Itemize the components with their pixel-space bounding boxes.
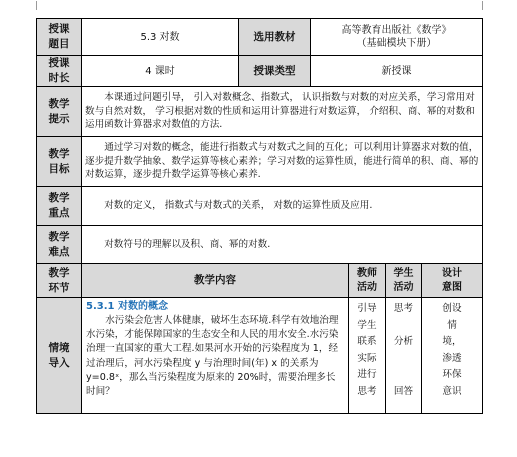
row-topic bbox=[37, 19, 483, 56]
intro-stage-label: 情境 导入 bbox=[37, 298, 82, 414]
page-margin-mark-right bbox=[482, 1, 492, 10]
lesson-plan-table bbox=[36, 18, 483, 414]
student-activity-header: 学生 活动 bbox=[386, 264, 422, 298]
row-column-headers bbox=[37, 264, 483, 298]
goal-label: 教学 目标 bbox=[37, 137, 82, 187]
row-focus bbox=[37, 187, 483, 226]
row-goal bbox=[37, 137, 483, 187]
intro-body: 水污染会危害人体健康，破坏生态环境.科学有效地治理水污染，才能保障国家的生态安全和人民的用水安全.水污染治理一直国家的重大工程.如果河水开始的污染程度为 1，经过治理后，河水污染程度 y 与治理时间(年) x 的关系为 y=0.8ˣ，那么当污染程度为原来的 20%时，需要治理多长时间？ bbox=[86, 315, 339, 398]
stage-header: 教学 环节 bbox=[37, 264, 82, 298]
difficulty-text: 对数符号的理解以及积、商、幂的对数. bbox=[82, 226, 483, 264]
section-title: 5.3.1 对数的概念 bbox=[86, 301, 168, 312]
row-intro bbox=[37, 298, 483, 414]
page-margin-mark-left bbox=[27, 1, 37, 10]
type-label: 授课类型 bbox=[239, 56, 311, 87]
hint-label: 教学 提示 bbox=[37, 87, 82, 137]
goal-text: 通过学习对数的概念，能进行指数式与对数式之间的互化；可以利用计算器求对数的值， 逐步提升数学抽象、数学运算等核心素养；学习对数的运算性质，能进行简单的积、商、幂的对数运算，逐步提升数学运算等核心素养. bbox=[82, 137, 483, 187]
duration-value: 4 课时 bbox=[82, 56, 239, 87]
type-value: 新授课 bbox=[311, 56, 483, 87]
design-intent: 创设 情 境， 渗透 环保 意识 bbox=[422, 298, 483, 414]
intro-content bbox=[82, 298, 349, 414]
difficulty-label: 教学 难点 bbox=[37, 226, 82, 264]
row-difficulty bbox=[37, 226, 483, 264]
content-header: 教学内容 bbox=[82, 264, 349, 298]
teacher-activity-header: 教师 活动 bbox=[349, 264, 386, 298]
focus-label: 教学 重点 bbox=[37, 187, 82, 226]
teacher-activity: 引导 学生 联系 实际 进行 思考 bbox=[349, 298, 386, 414]
row-hint bbox=[37, 87, 483, 137]
row-duration bbox=[37, 56, 483, 87]
hint-text: 本课通过问题引导， 引入对数概念、指数式， 认识指数与对数的对应关系，学习常用对数与自然对数， 学习根据对数的性质和运用计算器进行对数运算， 介绍积、商、幂的对数和运用函数计算器求对数值的方法. bbox=[82, 87, 483, 137]
duration-label: 授课 时长 bbox=[37, 56, 82, 87]
topic-label: 授课 题目 bbox=[37, 19, 82, 56]
design-intent-header: 设计 意图 bbox=[422, 264, 483, 298]
textbook-label: 选用教材 bbox=[239, 19, 311, 56]
topic-value: 5.3 对数 bbox=[82, 19, 239, 56]
student-activity: 思考 分析 回答 bbox=[386, 298, 422, 414]
textbook-value: 高等教育出版社《数学》 （基础模块下册） bbox=[311, 19, 483, 56]
focus-text: 对数的定义， 指数式与对数式的关系， 对数的运算性质及应用. bbox=[82, 187, 483, 226]
